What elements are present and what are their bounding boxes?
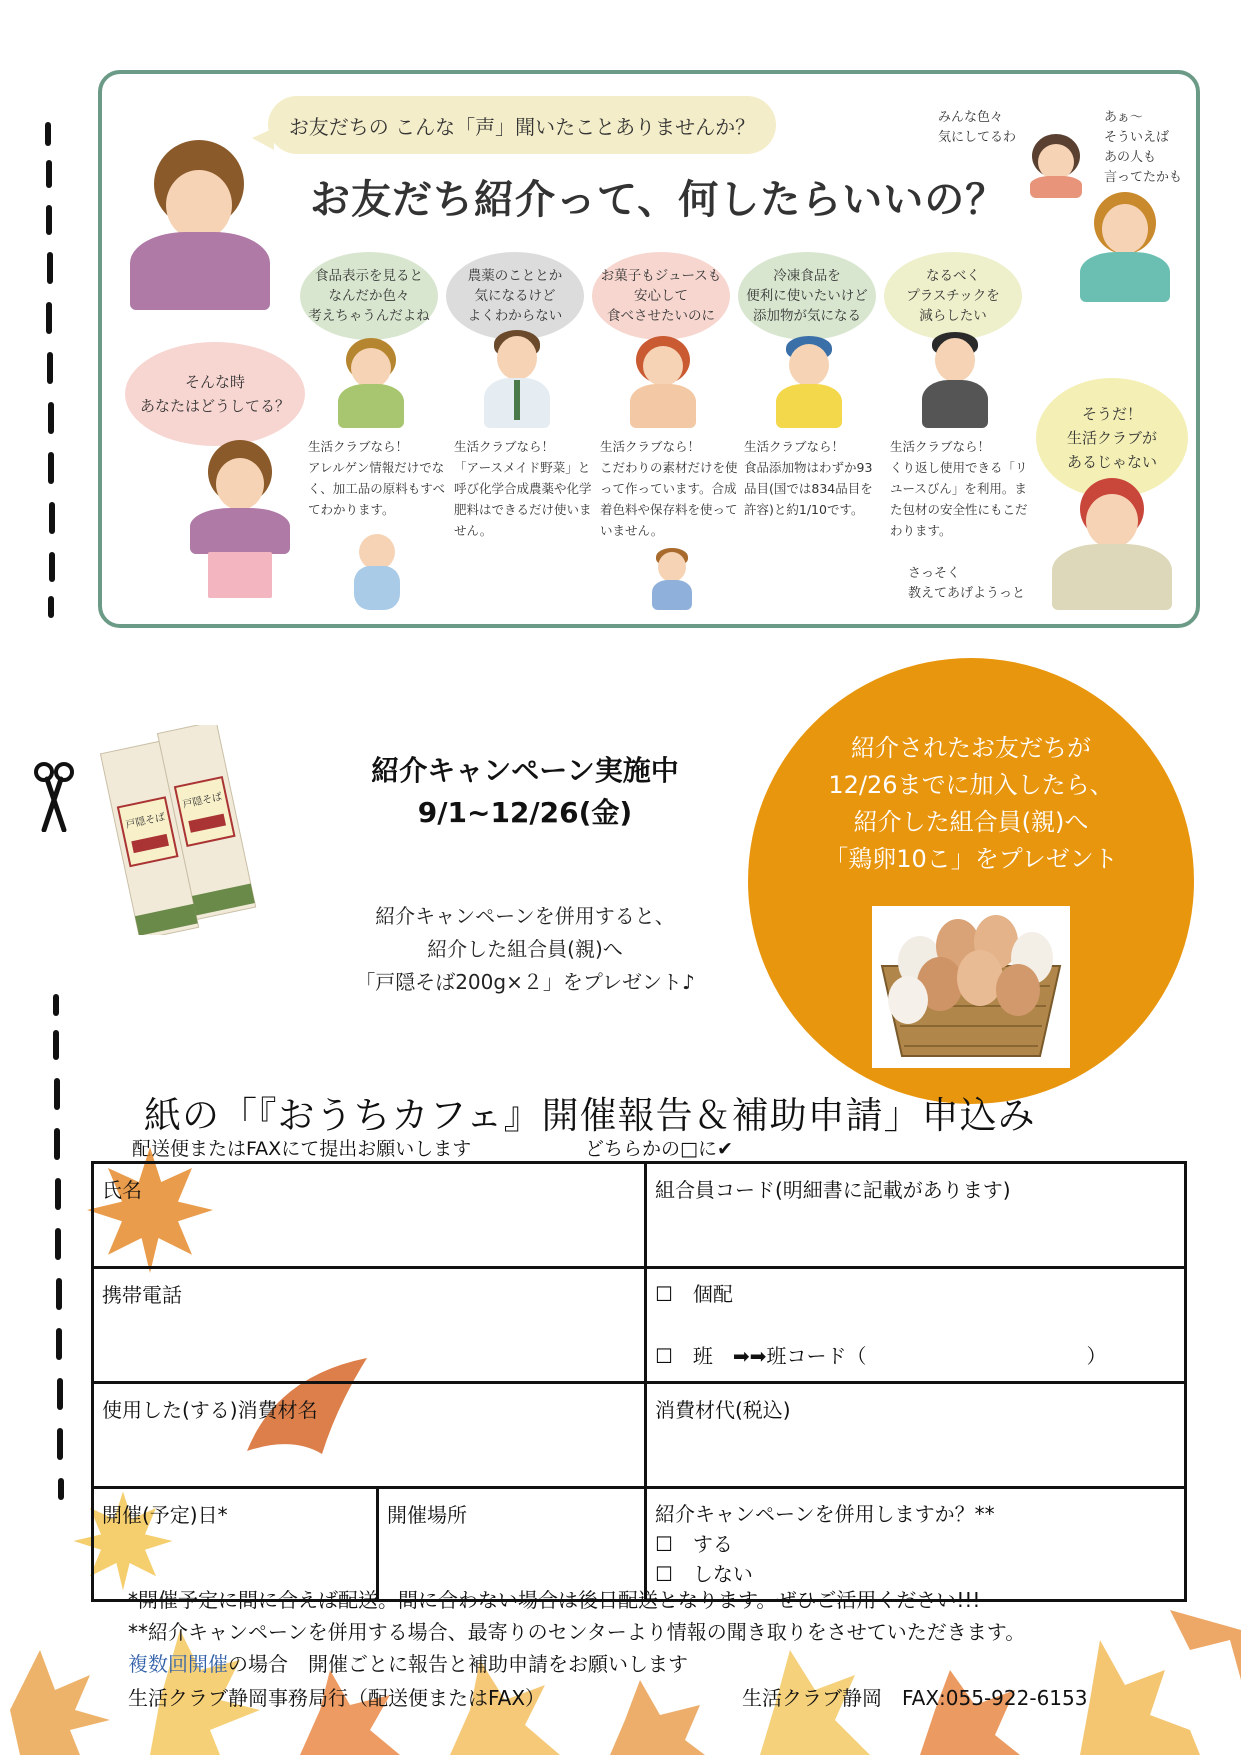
- material-name-label: 使用した(する)消費材名: [102, 1398, 318, 1422]
- mobile-label: 携帯電話: [102, 1283, 182, 1307]
- concern-bubble-4: 冷凍食品を 便利に使いたいけど 添加物が気になる: [738, 252, 876, 340]
- name-field[interactable]: [93, 1163, 646, 1268]
- concern-desc-5: 生活クラブなら！ くり返し使用できる「リユースびん」を利用。また包材の安全性にもこだわります。: [890, 439, 1028, 538]
- place-label: 開催場所: [387, 1503, 467, 1527]
- footnote-3-highlight: 複数回開催: [128, 1652, 228, 1676]
- person-illustration-3: [630, 336, 696, 428]
- egg-offer-text: [780, 730, 1162, 878]
- mobile-field[interactable]: [93, 1268, 646, 1383]
- campaign-sub-line3: 「戸隠そば200g×２」をプレゼント♪: [355, 970, 695, 994]
- campaign-title: [290, 750, 760, 834]
- person-illustration-2: [484, 330, 550, 428]
- woman-illustration-3: [1052, 478, 1172, 616]
- concern-desc-4: 生活クラブなら！ 食品添加物はわずか93品目(国では834品目を許容)と約1/10です。: [744, 439, 873, 517]
- delivery-type-field: [646, 1268, 1186, 1383]
- note-top-right-1: みんな色々 気にしてるわ: [938, 110, 1017, 145]
- campaign-title-line1: 紹介キャンペーン実施中: [371, 754, 679, 787]
- note-top-right-2: あぁ～ そういえば あの人も 言ってたかも: [1104, 110, 1183, 185]
- campaign-question-label: 紹介キャンペーンを併用しますか？**: [655, 1502, 995, 1526]
- person-illustration-5: [922, 332, 988, 428]
- material-name-field[interactable]: [93, 1383, 646, 1488]
- concern-bubble-2: 農薬のこととか 気になるけど よくわからない: [446, 252, 584, 340]
- delivery-individual-checkbox[interactable]: ☐ 個配: [655, 1282, 733, 1306]
- footnote-3-rest: の場合 開催ごとに報告と補助申請をお願いします: [228, 1652, 688, 1676]
- egg-offer-line1: 紹介されたお友だちが: [851, 734, 1091, 762]
- footnote-3: [128, 1648, 688, 1677]
- scissors-icon: [34, 760, 74, 832]
- baby-illustration: [350, 534, 404, 610]
- concern-bubble-5: なるべく プラスチックを 減らしたい: [884, 252, 1022, 340]
- name-label: 氏名: [102, 1178, 142, 1202]
- soba-label: 戸隠そば: [124, 811, 167, 832]
- member-code-label: 組合員コード(明細書に記載があります): [655, 1178, 1011, 1202]
- concern-desc-3: 生活クラブなら！ こだわりの素材だけを使って作っています。合成着色料や保存料を使っていません。: [600, 439, 738, 538]
- footnote-1: *開催予定に間に合えば配送。間に合わない場合は後日配送となります。ぜひご活用ください!!!: [128, 1588, 981, 1612]
- woman-illustration: [1026, 134, 1086, 198]
- date-label: 開催(予定)日*: [102, 1503, 228, 1527]
- campaign-yes-checkbox[interactable]: ☐ する: [655, 1532, 733, 1556]
- note-bottom: さっそく 教えてあげようっと: [908, 566, 1026, 601]
- speech-bubble-top: お友だちの こんな「声」聞いたことありませんか？: [268, 96, 776, 154]
- speech-bubble-right: そうだ！ 生活クラブが あるじゃない: [1036, 378, 1188, 498]
- concern-desc-1: 生活クラブなら！ アレルゲン情報だけでなく、加工品の原料もすべてわかります。: [308, 439, 446, 517]
- campaign-no-checkbox[interactable]: ☐ しない: [655, 1562, 753, 1586]
- campaign-period: 9/1~12/26(金): [417, 796, 633, 829]
- footnote-2: **紹介キャンペーンを併用する場合、最寄りのセンターより情報の聞き取りをさせていただきます。: [128, 1620, 1026, 1644]
- concern-bubble-3: お菓子もジュースも 安心して 食べさせたいのに: [592, 252, 730, 340]
- egg-offer-line2: 12/26までに加入したら、: [828, 771, 1114, 799]
- material-cost-label: 消費材代(税込): [655, 1398, 791, 1422]
- mother-illustration: [130, 140, 270, 310]
- speech-bubble-left: そんな時 あなたはどうしてる？: [125, 342, 305, 446]
- footnote-4-right: 生活クラブ静岡 FAX:055-922-6153: [742, 1686, 1088, 1710]
- material-cost-field[interactable]: [646, 1383, 1186, 1488]
- woman-illustration-2: [1080, 192, 1170, 302]
- footnote-4-left: 生活クラブ静岡事務局行（配送便またはFAX）: [128, 1686, 546, 1710]
- person-illustration-1: [338, 338, 404, 428]
- person-illustration-4: [776, 336, 842, 428]
- form-subline-check: どちらかの□に✔: [585, 1138, 733, 1160]
- mother-illustration-2: [190, 440, 290, 600]
- form-title: 紙の「『おうちカフェ』開催報告＆補助申請」申込み: [144, 1094, 1036, 1137]
- form-subline: 配送便またはFAXにて提出お願いします: [132, 1138, 472, 1160]
- egg-basket-image: [872, 906, 1070, 1068]
- delivery-group-checkbox[interactable]: ☐ 班 ➡➡班コード（ ）: [655, 1344, 1107, 1368]
- concern-bubble-1: 食品表示を見ると なんだか色々 考えちゃうんだよね: [300, 252, 438, 340]
- egg-offer-line3: 紹介した組合員(親)へ: [853, 808, 1089, 836]
- concern-desc-2: 生活クラブなら！ 「アースメイド野菜」と呼び化学合成農薬や化学肥料はできるだけ使いません。: [454, 439, 592, 538]
- panel-headline: お友だち紹介って、何したらいいの？: [310, 177, 1007, 223]
- egg-offer-line4: 「鶏卵10こ」をプレゼント: [824, 845, 1118, 873]
- soba-label-2: 戸隠そば: [181, 791, 224, 811]
- campaign-sub-line1: 紹介キャンペーンを併用すると、: [375, 904, 675, 928]
- campaign-sub-line2: 紹介した組合員(親)へ: [427, 937, 623, 961]
- soba-product-image: [100, 725, 260, 935]
- application-form: [91, 1161, 1187, 1602]
- member-code-field[interactable]: [646, 1163, 1186, 1268]
- child-illustration: [650, 548, 694, 610]
- campaign-sub: [290, 900, 760, 999]
